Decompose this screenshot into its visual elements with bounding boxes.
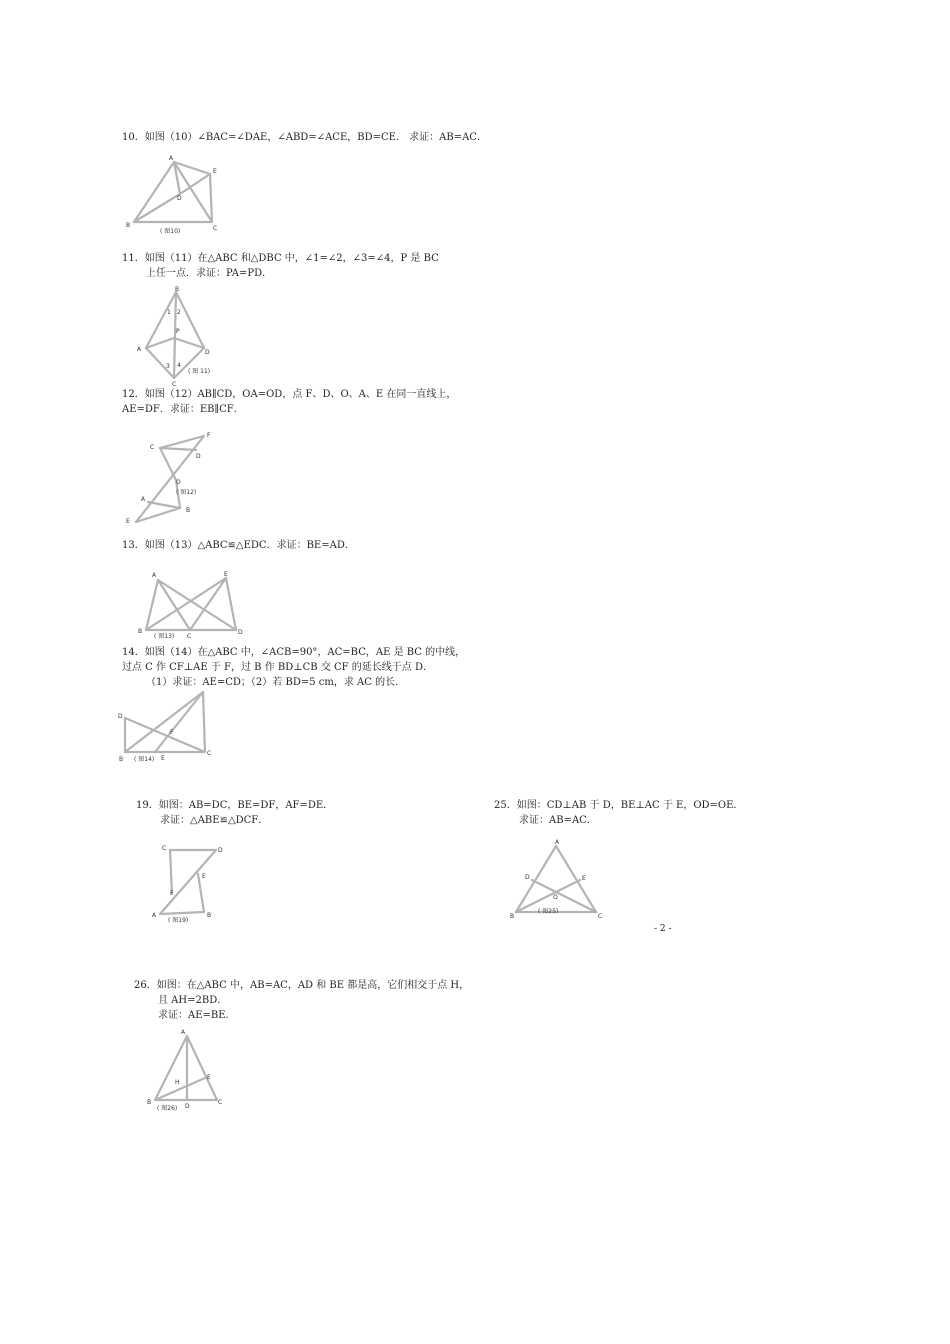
problem-26-text-3: 求证：AE=BE． [158, 1010, 236, 1021]
fig10-label-a: A [169, 155, 174, 162]
fig14-label-c: C [207, 750, 212, 757]
problem-19-text-1: 19．如图：AB=DC，BE=DF，AF=DE． [136, 800, 334, 811]
fig13-label-a: A [152, 572, 157, 579]
fig11-label-b: B [175, 286, 180, 293]
fig19-label-c: C [162, 845, 167, 852]
figure-13 [130, 566, 250, 642]
fig14-label-f: F [170, 729, 174, 736]
fig12-label-f: F [207, 432, 211, 439]
fig19-label-f: F [170, 890, 174, 897]
problem-12-text-1: 12．如图（12）AB∥CD，OA=OD，点 F、D、O、A、E 在同一直线上， [122, 389, 457, 400]
fig19-line-ad [160, 850, 216, 914]
fig26-label-h: H [175, 1079, 180, 1086]
fig12-label-c: C [150, 444, 155, 451]
figure-11 [130, 284, 240, 390]
fig13-line-ad [158, 580, 236, 630]
fig25-caption: ( 图25) [538, 908, 559, 915]
fig12-label-b: B [186, 507, 191, 514]
fig11-label-a: A [137, 346, 142, 353]
fig10-line-bd [134, 194, 180, 222]
fig12-line-cf [160, 436, 204, 448]
fig14-label-e: E [161, 755, 165, 762]
fig25-label-b: B [510, 913, 515, 920]
fig10-label-c: C [213, 225, 218, 232]
fig14-line-ca [203, 692, 205, 752]
fig14-label-d: D [118, 713, 123, 720]
problem-19-text-2: 求证：△ABE≌△DCF． [160, 815, 269, 826]
fig14-line-dc [125, 718, 205, 752]
fig26-line-ac [187, 1036, 217, 1100]
fig11-angle-4: 4 [177, 362, 181, 369]
fig12-line-ab [148, 502, 180, 508]
figure-19 [150, 838, 230, 926]
fig26-label-c: C [218, 1099, 223, 1106]
fig10-line-ab [134, 162, 174, 222]
figure-25 [504, 836, 610, 924]
fig10-label-b: B [126, 222, 131, 229]
fig19-label-a: A [152, 912, 157, 919]
fig11-label-p: P [176, 328, 180, 335]
fig12-caption: ( 图12) [176, 489, 197, 496]
fig26-line-ab [155, 1036, 187, 1100]
problem-14-text-2: 过点 C 作 CF⊥AE 于 F，过 B 作 BD⊥CB 交 CF 的延长线于点 D． [122, 662, 433, 673]
fig11-label-c: C [172, 381, 177, 388]
fig26-label-e: E [207, 1074, 211, 1081]
fig26-label-d: D [185, 1103, 190, 1110]
fig25-label-a: A [555, 839, 560, 846]
fig19-line-ab [160, 912, 204, 914]
problem-25-text-1: 25．如图：CD⊥AB 于 D，BE⊥AC 于 E，OD=OE． [494, 800, 744, 811]
fig26-line-be [155, 1078, 205, 1100]
figure-14 [115, 686, 225, 768]
page-number: - 2 - [654, 924, 672, 934]
fig11-caption: ( 图 11) [188, 368, 211, 375]
problem-14-text-1: 14．如图（14）在△ABC 中，∠ACB=90°，AC=BC，AE 是 BC 的中线， [122, 647, 466, 658]
problem-12-text-2: AE=DF．求证：EB∥CF． [122, 404, 244, 415]
fig11-line-bc [174, 292, 176, 378]
fig10-line-ec [210, 174, 212, 222]
problem-14-text-3: （1）求证：AE=CD；（2）若 BD=5 cm，求 AC 的长． [146, 677, 406, 688]
fig19-label-e: E [202, 873, 206, 880]
fig13-label-d: D [238, 629, 243, 636]
fig11-angle-1: 1 [167, 309, 171, 316]
problem-13-text: 13．如图（13）△ABC≌△EDC．求证：BE=AD． [122, 540, 355, 551]
figure-12 [120, 428, 220, 528]
fig10-label-d: D [177, 195, 182, 202]
figure-10 [120, 150, 230, 240]
fig12-label-o: O [176, 479, 181, 486]
fig26-label-b: B [147, 1099, 152, 1106]
figure-26 [145, 1026, 231, 1116]
fig13-caption: ( 图13) [154, 633, 175, 640]
problem-11-text-1: 11．如图（11）在△ABC 和△DBC 中，∠1=∠2，∠3=∠4，P 是 BC [122, 253, 439, 264]
fig26-caption: ( 图26) [157, 1105, 178, 1112]
fig25-label-o: O [553, 894, 558, 901]
fig25-label-e: E [582, 875, 586, 882]
fig14-caption: ( 图14) [134, 756, 155, 763]
fig12-line-cd [160, 448, 196, 450]
fig26-label-a: A [181, 1029, 186, 1036]
problem-26-text-2: 且 AH=2BD． [158, 995, 228, 1006]
fig13-label-c: C [187, 633, 192, 640]
fig12-label-d: D [196, 453, 201, 460]
fig14-label-b: B [119, 756, 124, 763]
problem-26-text-1: 26．如图：在△ABC 中，AB=AC，AD 和 BE 都是高，它们相交于点 H， [134, 980, 470, 991]
fig10-caption: ( 图10) [160, 228, 181, 235]
fig12-label-e: E [126, 518, 130, 525]
fig19-label-b: B [207, 912, 212, 919]
problem-10-text: 10．如图（10）∠BAC=∠DAE，∠ABD=∠ACE，BD=CE． 求证：AB=AC． [122, 132, 487, 143]
fig13-label-e: E [224, 571, 228, 578]
fig13-line-ed [226, 578, 236, 630]
fig12-label-a: A [141, 496, 146, 503]
fig13-label-b: B [138, 628, 143, 635]
fig19-caption: ( 图19) [168, 917, 189, 924]
fig19-line-cf [170, 850, 172, 894]
fig11-label-d: D [205, 349, 210, 356]
problem-11-text-2: 上任一点．求证：PA=PD． [146, 268, 273, 279]
fig25-label-c: C [598, 913, 603, 920]
fig25-label-d: D [525, 874, 530, 881]
fig11-angle-3: 3 [166, 363, 170, 370]
fig11-angle-2: 2 [177, 309, 181, 316]
fig10-label-e: E [213, 168, 217, 175]
problem-25-text-2: 求证：AB=AC． [519, 815, 597, 826]
fig19-label-d: D [218, 847, 223, 854]
